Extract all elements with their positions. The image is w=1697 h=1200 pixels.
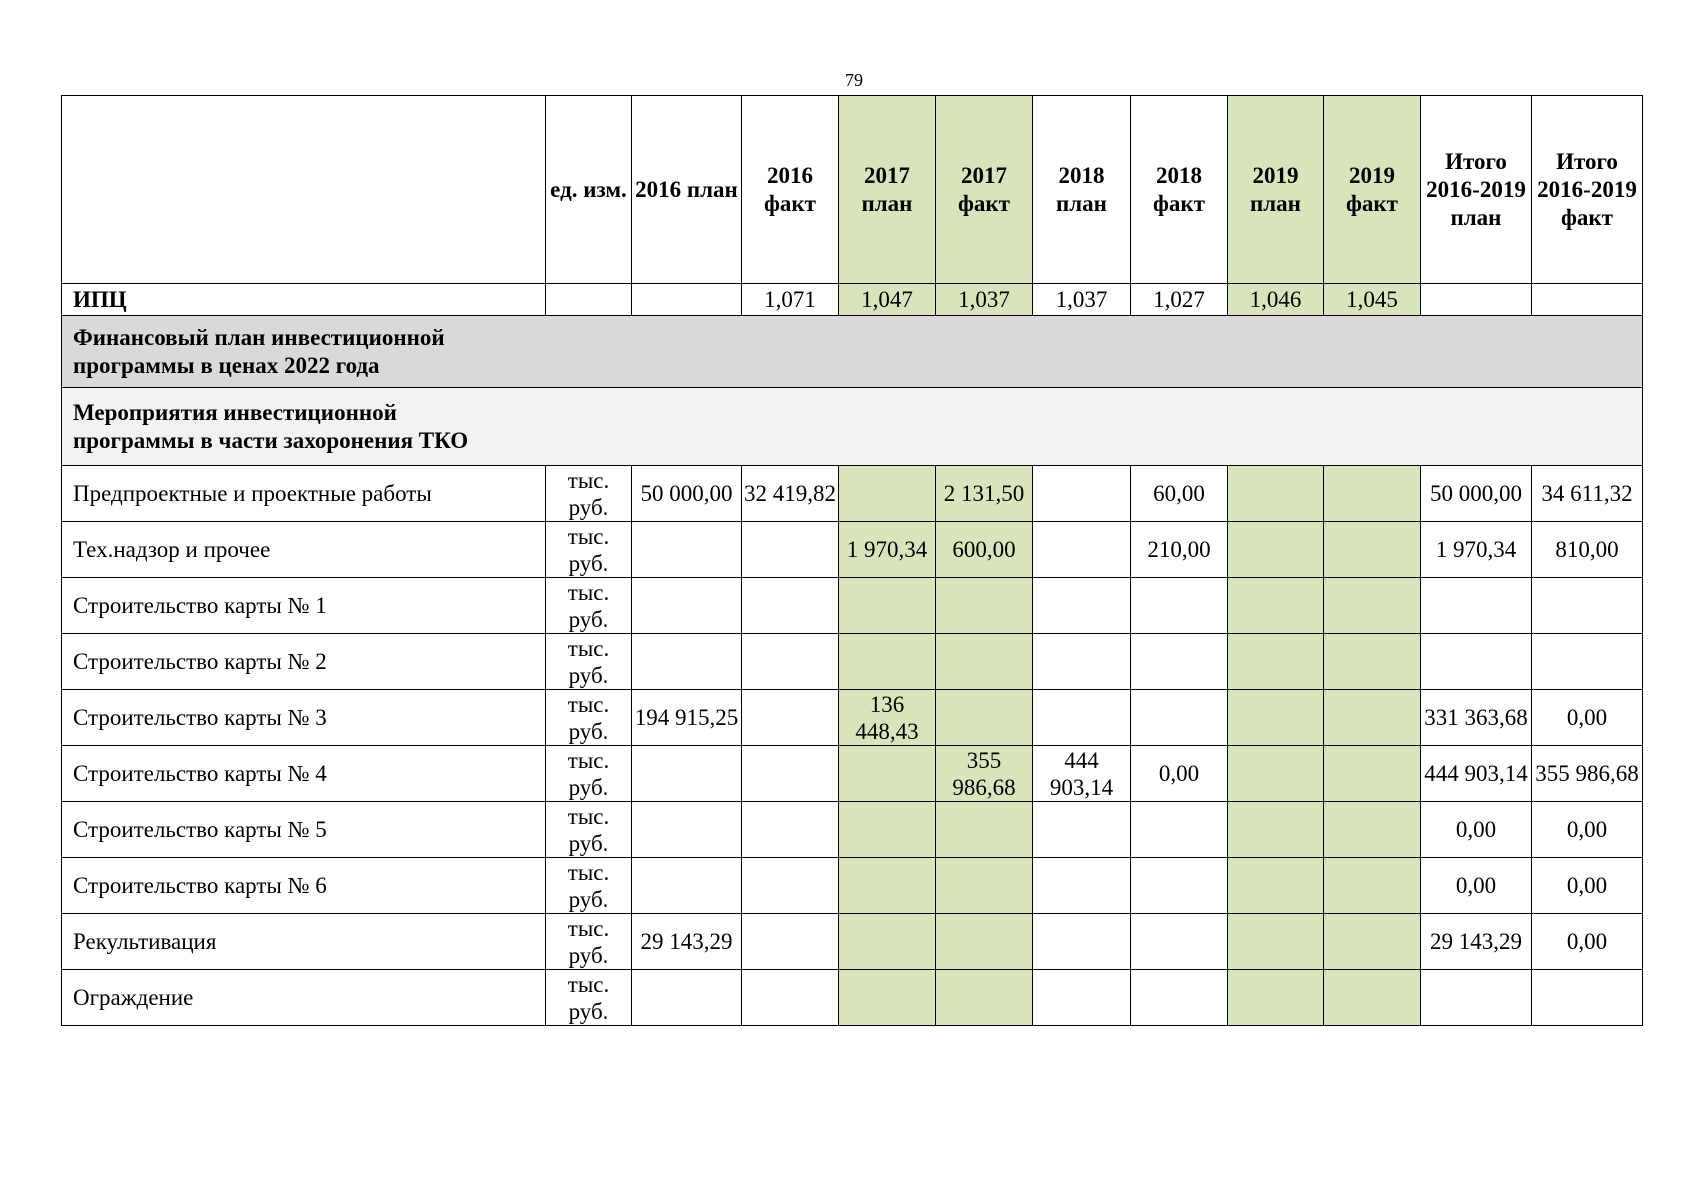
value-cell (1228, 466, 1324, 522)
value-cell (936, 578, 1033, 634)
row-name: Строительство карты № 4 (62, 746, 546, 802)
value-cell: 0,00 (1532, 914, 1643, 970)
section-financial-plan (62, 316, 1643, 388)
value-cell: 34 611,32 (1532, 466, 1643, 522)
ipc-value: 1,046 (1228, 284, 1324, 316)
value-cell (1033, 634, 1131, 690)
value-cell (1228, 690, 1324, 746)
value-cell (1131, 690, 1228, 746)
value-cell (1324, 858, 1421, 914)
header-cell-p2016_fact: 2016 факт (742, 96, 839, 284)
value-cell: 32 419,82 (742, 466, 839, 522)
value-cell (742, 578, 839, 634)
ipc-label: ИПЦ (62, 284, 546, 316)
value-cell (1033, 802, 1131, 858)
row-name: Рекультивация (62, 914, 546, 970)
value-cell (839, 578, 936, 634)
section-title-text: Мероприятия инвестиционной программы в части захоронения ТКО (73, 399, 469, 453)
table-row (62, 634, 1643, 690)
value-cell (1228, 970, 1324, 1026)
value-cell (839, 802, 936, 858)
value-cell: 1 970,34 (839, 522, 936, 578)
ipc-value: 1,037 (936, 284, 1033, 316)
value-cell (1033, 914, 1131, 970)
value-cell (742, 858, 839, 914)
value-cell (936, 690, 1033, 746)
value-cell: 0,00 (1532, 802, 1643, 858)
value-cell (1532, 634, 1643, 690)
ipc-value: 1,071 (742, 284, 839, 316)
section-title-text: Финансовый план инвестиционной программы в ценах 2022 года (73, 324, 445, 378)
value-cell (1324, 578, 1421, 634)
row-name: Ограждение (62, 970, 546, 1026)
value-cell (1131, 802, 1228, 858)
value-cell (632, 802, 742, 858)
value-cell: 355 986,68 (936, 746, 1033, 802)
value-cell (1421, 578, 1532, 634)
unit-cell: тыс. руб. (546, 634, 632, 690)
header-cell-p2017_plan: 2017 план (839, 96, 936, 284)
header-cell-p2019_plan: 2019 план (1228, 96, 1324, 284)
value-cell (1033, 858, 1131, 914)
unit-cell: тыс. руб. (546, 466, 632, 522)
value-cell (1324, 466, 1421, 522)
value-cell (936, 858, 1033, 914)
value-cell (839, 858, 936, 914)
value-cell (1324, 522, 1421, 578)
value-cell: 194 915,25 (632, 690, 742, 746)
value-cell (632, 578, 742, 634)
value-cell (936, 802, 1033, 858)
table-row (62, 858, 1643, 914)
unit-cell: тыс. руб. (546, 970, 632, 1026)
value-cell (1228, 578, 1324, 634)
ipc-row (62, 284, 1643, 316)
header-cell-p2019_fact: 2019 факт (1324, 96, 1421, 284)
table-row (62, 578, 1643, 634)
value-cell (632, 522, 742, 578)
value-cell (632, 970, 742, 1026)
value-cell (1033, 578, 1131, 634)
value-cell (839, 746, 936, 802)
value-cell (1421, 970, 1532, 1026)
header-row (62, 96, 1643, 284)
unit-cell: тыс. руб. (546, 746, 632, 802)
header-cell-p2016_plan: 2016 план (632, 96, 742, 284)
value-cell (1228, 746, 1324, 802)
value-cell (936, 914, 1033, 970)
value-cell: 600,00 (936, 522, 1033, 578)
row-name: Строительство карты № 3 (62, 690, 546, 746)
header-cell-p2018_plan: 2018 план (1033, 96, 1131, 284)
value-cell (742, 802, 839, 858)
value-cell: 29 143,29 (1421, 914, 1532, 970)
value-cell: 0,00 (1421, 802, 1532, 858)
unit-cell: тыс. руб. (546, 858, 632, 914)
value-cell: 0,00 (1131, 746, 1228, 802)
value-cell (742, 634, 839, 690)
value-cell (1131, 914, 1228, 970)
table-row (62, 690, 1643, 746)
value-cell (1324, 746, 1421, 802)
value-cell (839, 970, 936, 1026)
value-cell (839, 634, 936, 690)
table-row (62, 746, 1643, 802)
ipc-value (546, 284, 632, 316)
value-cell: 2 131,50 (936, 466, 1033, 522)
section-title (62, 388, 1643, 466)
value-cell (742, 970, 839, 1026)
section-title (62, 316, 1643, 388)
value-cell (632, 858, 742, 914)
row-name: Строительство карты № 5 (62, 802, 546, 858)
value-cell: 355 986,68 (1532, 746, 1643, 802)
value-cell: 0,00 (1421, 858, 1532, 914)
value-cell: 810,00 (1532, 522, 1643, 578)
value-cell (1131, 634, 1228, 690)
value-cell (1532, 970, 1643, 1026)
page-number: 79 (845, 70, 863, 90)
value-cell: 1 970,34 (1421, 522, 1532, 578)
value-cell (1033, 522, 1131, 578)
ipc-value: 1,047 (839, 284, 936, 316)
value-cell (1131, 970, 1228, 1026)
value-cell (936, 634, 1033, 690)
value-cell: 50 000,00 (632, 466, 742, 522)
table-row (62, 970, 1643, 1026)
value-cell (1324, 690, 1421, 746)
value-cell (742, 746, 839, 802)
value-cell (1324, 914, 1421, 970)
table-row (62, 466, 1643, 522)
value-cell (1324, 634, 1421, 690)
value-cell: 50 000,00 (1421, 466, 1532, 522)
header-cell-unit: ед. изм. (546, 96, 632, 284)
value-cell (632, 634, 742, 690)
ipc-value: 1,045 (1324, 284, 1421, 316)
value-cell (1228, 634, 1324, 690)
value-cell (1324, 970, 1421, 1026)
value-cell (1131, 578, 1228, 634)
value-cell: 136 448,43 (839, 690, 936, 746)
value-cell: 331 363,68 (1421, 690, 1532, 746)
header-cell-total_plan: Итого 2016-2019 план (1421, 96, 1532, 284)
value-cell (1421, 634, 1532, 690)
value-cell (1532, 578, 1643, 634)
ipc-value (1421, 284, 1532, 316)
investment-plan-table (61, 95, 1643, 1026)
value-cell (936, 970, 1033, 1026)
value-cell (742, 690, 839, 746)
value-cell (632, 746, 742, 802)
ipc-value (632, 284, 742, 316)
unit-cell: тыс. руб. (546, 802, 632, 858)
value-cell (1324, 802, 1421, 858)
table-row (62, 914, 1643, 970)
value-cell: 444 903,14 (1033, 746, 1131, 802)
header-cell-p2018_fact: 2018 факт (1131, 96, 1228, 284)
row-name: Строительство карты № 6 (62, 858, 546, 914)
header-cell-p2017_fact: 2017 факт (936, 96, 1033, 284)
header-cell-total_fact: Итого 2016-2019 факт (1532, 96, 1643, 284)
unit-cell: тыс. руб. (546, 690, 632, 746)
value-cell (1228, 858, 1324, 914)
value-cell: 0,00 (1532, 690, 1643, 746)
value-cell (839, 914, 936, 970)
value-cell (1033, 970, 1131, 1026)
unit-cell: тыс. руб. (546, 914, 632, 970)
value-cell (742, 914, 839, 970)
table-row (62, 522, 1643, 578)
value-cell (1131, 858, 1228, 914)
value-cell (1228, 802, 1324, 858)
value-cell: 60,00 (1131, 466, 1228, 522)
row-name: Тех.надзор и прочее (62, 522, 546, 578)
value-cell: 210,00 (1131, 522, 1228, 578)
unit-cell: тыс. руб. (546, 522, 632, 578)
row-name: Предпроектные и проектные работы (62, 466, 546, 522)
row-name: Строительство карты № 2 (62, 634, 546, 690)
value-cell (1033, 466, 1131, 522)
value-cell: 0,00 (1532, 858, 1643, 914)
header-cell-name (62, 96, 546, 284)
ipc-value: 1,037 (1033, 284, 1131, 316)
value-cell (1228, 522, 1324, 578)
value-cell (1033, 690, 1131, 746)
value-cell (742, 522, 839, 578)
value-cell: 444 903,14 (1421, 746, 1532, 802)
value-cell: 29 143,29 (632, 914, 742, 970)
unit-cell: тыс. руб. (546, 578, 632, 634)
ipc-value (1532, 284, 1643, 316)
value-cell (1228, 914, 1324, 970)
table-row (62, 802, 1643, 858)
section-tko-disposal (62, 388, 1643, 466)
row-name: Строительство карты № 1 (62, 578, 546, 634)
value-cell (839, 466, 936, 522)
ipc-value: 1,027 (1131, 284, 1228, 316)
